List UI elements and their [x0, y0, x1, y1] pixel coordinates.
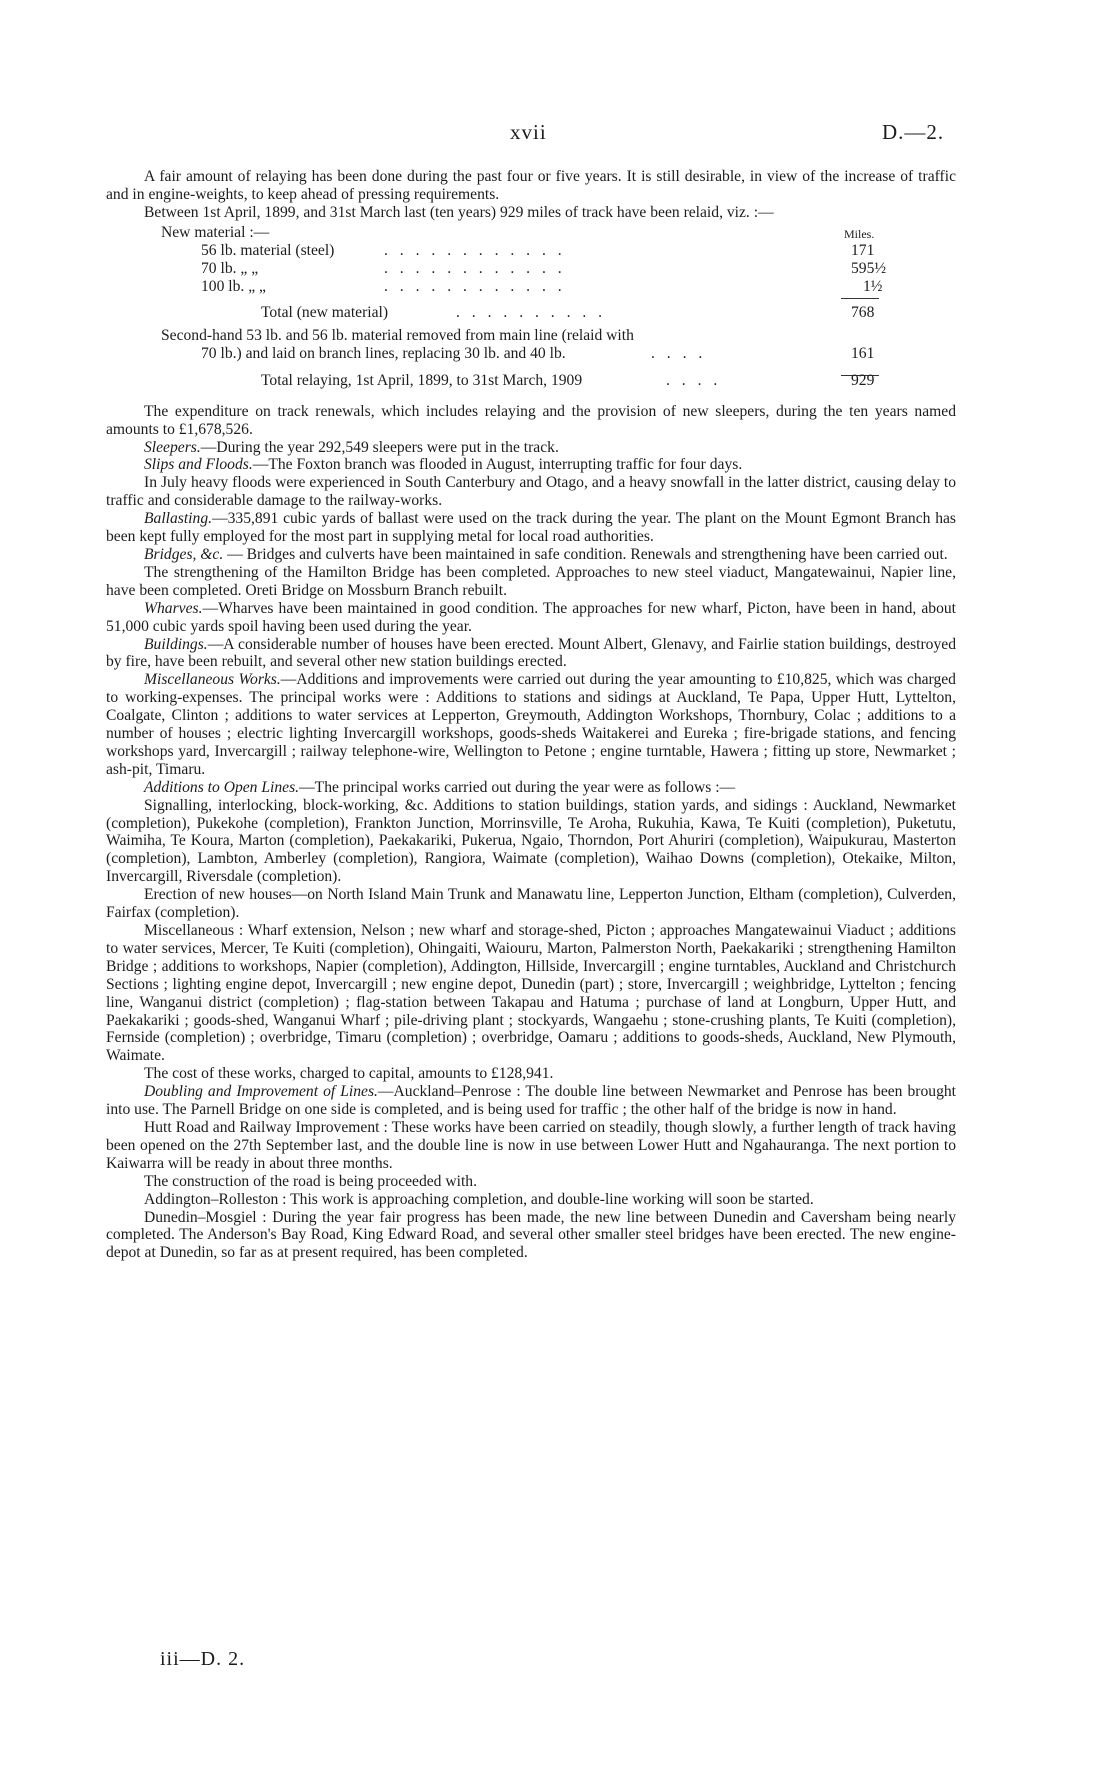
row-leader: . . . . . . . . . . . .: [384, 241, 566, 259]
row-value: 595½: [851, 260, 887, 278]
hutt-paragraph: Hutt Road and Railway Improvement : These works have been carried on steadily, though slowly, a further length of track having been opened on the 27th September last, and the double line is now in use between Lower Hutt and Ngahauranga. The next portion to Kaiwarra will be ready in about three months.: [106, 1118, 956, 1172]
wharves-paragraph: [106, 600, 956, 636]
cost-paragraph: The cost of these works, charged to capital, amounts to £128,941.: [144, 1065, 554, 1083]
table-row: [106, 278, 956, 296]
second-hand-value: 161: [851, 344, 875, 362]
second-hand-line-2: 70 lb.) and laid on branch lines, replacing 30 lb. and 40 lb.: [201, 344, 566, 362]
misc-works-paragraph: [106, 671, 956, 778]
buildings-text: —A considerable number of houses have been erected. Mount Albert, Glenavy, and Fairlie station buildings, destroyed by fire, have been rebuilt, and several other new station buildings erected.: [106, 635, 956, 671]
miscellaneous-paragraph: Miscellaneous : Wharf extension, Nelson ; new wharf and storage-shed, Picton ; approaches Mangatewainui Viaduct ; additions to water services, Mercer, Te Kuiti (completion), Ohingaiti, Waiouru, Marton, Palmerston North, Paekakariki ; strengthening Hamilton Bridge ; additions to workshops, Napier (completion), Addington, Hillside, Invercargill ; engine turntables, Auckland and Christchurch Sections ; lighting engine depot, Invercargill ; new engine depot, Dunedin (part) ; store, Invercargill ; weighbridge, Lyttelton ; fencing line, Wanganui district (completion) ; flag-station between Takapau and Hatuma ; purchase of land at Longburn, Upper Hutt, and Paekakariki ; goods-shed, Wanganui Wharf ; pile-driving plant ; stockyards, Wangaehu ; stone-crushing plants, Te Kuiti (completion), Fernside (completion) ; overbridge, Timaru (completion) ; overbridge, Oamaru ; additions to goods-sheds, Auckland, New Plymouth, Waimate.: [106, 922, 956, 1065]
slips-paragraph: [106, 456, 956, 474]
doubling-text: —Auckland–Penrose : The double line between Newmarket and Penrose has been brought into use. The Parnell Bridge on one side is completed, and is being used for traffic ; the other half of the bridge is now in hand.: [106, 1083, 957, 1119]
row-leader: . . . . . . . . . . . .: [384, 278, 566, 296]
misc-works-text: —Additions and improvements were carried out during the year amounting to £10,825, which was charged to working-expenses. The principal works were : Additions to stations and sidings at Auckland, Te Papa, Upper Hutt, Lyttelton, Coalgate, Clinton ; additions to water services at Lepperton, Greymouth, Addington Workshops, Thornbury, Colac ; additions to a number of houses ; electric lighting Invercargill workshops, goods-sheds Waitakerei and Eureka ; fire-brigade stations, and fencing workshops yard, Invercargill ; railway telephone-wire, Wellington to Petone ; engine turntable, Hawera ; fitting up store, Newmarket ; ash-pit, Timaru.: [106, 671, 956, 778]
additions-paragraph: [106, 779, 956, 797]
additions-heading: Additions to Open Lines.: [144, 778, 300, 796]
slips-text: —The Foxton branch was flooded in August, interrupting traffic for four days.: [252, 456, 743, 474]
bridges-paragraph: [106, 546, 956, 564]
total-new-value: 768: [851, 304, 875, 322]
document-reference: D.—2.: [882, 120, 945, 144]
table-row: [106, 372, 956, 390]
table-row: [106, 242, 956, 260]
buildings-paragraph: [106, 636, 956, 672]
sleepers-heading: Sleepers.: [144, 438, 201, 456]
total-relay-leader: . . . .: [666, 372, 722, 390]
relay-table: [106, 224, 956, 401]
subtotal-rule: [841, 298, 879, 299]
ballasting-heading: Ballasting.: [144, 510, 213, 528]
second-hand-line-1: Second-hand 53 lb. and 56 lb. material removed from main line (relaid with: [161, 326, 634, 344]
row-label: 56 lb. material (steel): [201, 241, 335, 259]
floods-paragraph: In July heavy floods were experienced in South Canterbury and Otago, and a heavy snowfall in the latter district, causing delay to traffic and considerable damage to the railway-works.: [106, 474, 956, 510]
table-row: [106, 304, 956, 322]
intro-paragraph-2: Between 1st April, 1899, and 31st March last (ten years) 929 miles of track have been relaid, viz. :—: [144, 203, 774, 221]
total-relay-value: 929: [851, 372, 875, 390]
hamilton-paragraph: The strengthening of the Hamilton Bridge has been completed. Approaches to new steel viaduct, Mangatewainui, Napier line, have been completed. Oreti Bridge on Mossburn Branch rebuilt.: [106, 563, 956, 599]
misc-works-heading: Miscellaneous Works.: [144, 671, 281, 689]
wharves-heading: Wharves.: [144, 599, 203, 617]
slips-heading: Slips and Floods.: [144, 456, 253, 474]
row-leader: . . . . . . . . . . . .: [384, 260, 566, 278]
ballasting-paragraph: [106, 510, 956, 546]
doubling-heading: Doubling and Improvement of Lines.: [144, 1083, 378, 1101]
ballasting-text: —335,891 cubic yards of ballast were used on the track during the year. The plant on the Mount Egmont Branch has been kept fully employed for the most part in supplying metal for local road authorities.: [106, 510, 956, 546]
footer-signature: iii—D. 2.: [160, 1648, 246, 1670]
table-row: [106, 260, 956, 278]
dunedin-paragraph: Dunedin–Mosgiel : During the year fair progress has been made, the new line between Dunedin and Caversham being nearly completed. The Anderson's Bay Road, King Edward Road, and several other smaller steel bridges have been erected. The new engine-depot at Dunedin, so far as at present required, has been completed.: [106, 1208, 956, 1262]
bridges-text: — Bridges and culverts have been maintained in safe condition. Renewals and strengthening have been carried out.: [223, 545, 948, 563]
signalling-paragraph: Signalling, interlocking, block-working, &c. Additions to station buildings, station yards, and sidings : Auckland, Newmarket (completion), Pukekohe (completion), Frankton Junction, Morrinsville, Te Aroha, Rukuhia, Kawa, Te Kuiti (completion), Puketutu, Waimiha, Te Koura, Marton (completion), Paekakariki, Pukerua, Ngaio, Thorndon, Port Ahuriri (completion), Waipukurau, Masterton (completion), Lambton, Amberley (completion), Rangiora, Waimate (completion), Waihao Downs (completion), Otekaike, Milton, Invercargill, Riversdale (completion).: [106, 796, 956, 886]
wharves-text: —Wharves have been maintained in good condition. The approaches for new wharf, Picton, have been in hand, about 51,000 cubic yards spoil having been used during the year.: [106, 599, 956, 635]
document-body: [106, 168, 956, 1262]
page-number: xvii: [510, 120, 547, 144]
miles-header: Miles.: [844, 226, 875, 241]
table-row: [106, 345, 956, 363]
erection-paragraph: Erection of new houses—on North Island Main Trunk and Manawatu line, Lepperton Junction, Eltham (completion), Culverden, Fairfax (completion).: [106, 886, 956, 922]
doubling-paragraph: [106, 1083, 956, 1119]
bridges-heading: Bridges, &c.: [144, 545, 224, 563]
total-new-leader: . . . . . . . . . .: [456, 304, 607, 322]
second-hand-leader: . . . .: [651, 344, 707, 362]
sleepers-paragraph: [106, 439, 956, 457]
buildings-heading: Buildings.: [144, 635, 208, 653]
total-new-label: Total (new material): [261, 304, 389, 322]
sleepers-text: —During the year 292,549 sleepers were put in the track.: [200, 438, 559, 456]
expenditure-paragraph: The expenditure on track renewals, which includes relaying and the provision of new sleepers, during the ten years named amounts to £1,678,526.: [106, 402, 956, 438]
row-value: 171: [851, 241, 875, 259]
road-paragraph: The construction of the road is being proceeded with.: [144, 1172, 477, 1190]
new-material-label: New material :—: [161, 223, 270, 241]
row-label: 100 lb. „ „: [201, 278, 266, 296]
addington-paragraph: Addington–Rolleston : This work is approaching completion, and double-line working will soon be started.: [144, 1190, 814, 1208]
row-label: 70 lb. „ „: [201, 260, 259, 278]
additions-text: —The principal works carried out during the year were as follows :—: [299, 778, 736, 796]
total-relay-label: Total relaying, 1st April, 1899, to 31st March, 1909: [261, 372, 583, 390]
intro-paragraph-1: A fair amount of relaying has been done during the past four or five years. It is still desirable, in view of the increase of traffic and in engine-weights, to keep ahead of pressing requirements.: [106, 168, 956, 203]
row-value: 1½: [863, 278, 883, 296]
